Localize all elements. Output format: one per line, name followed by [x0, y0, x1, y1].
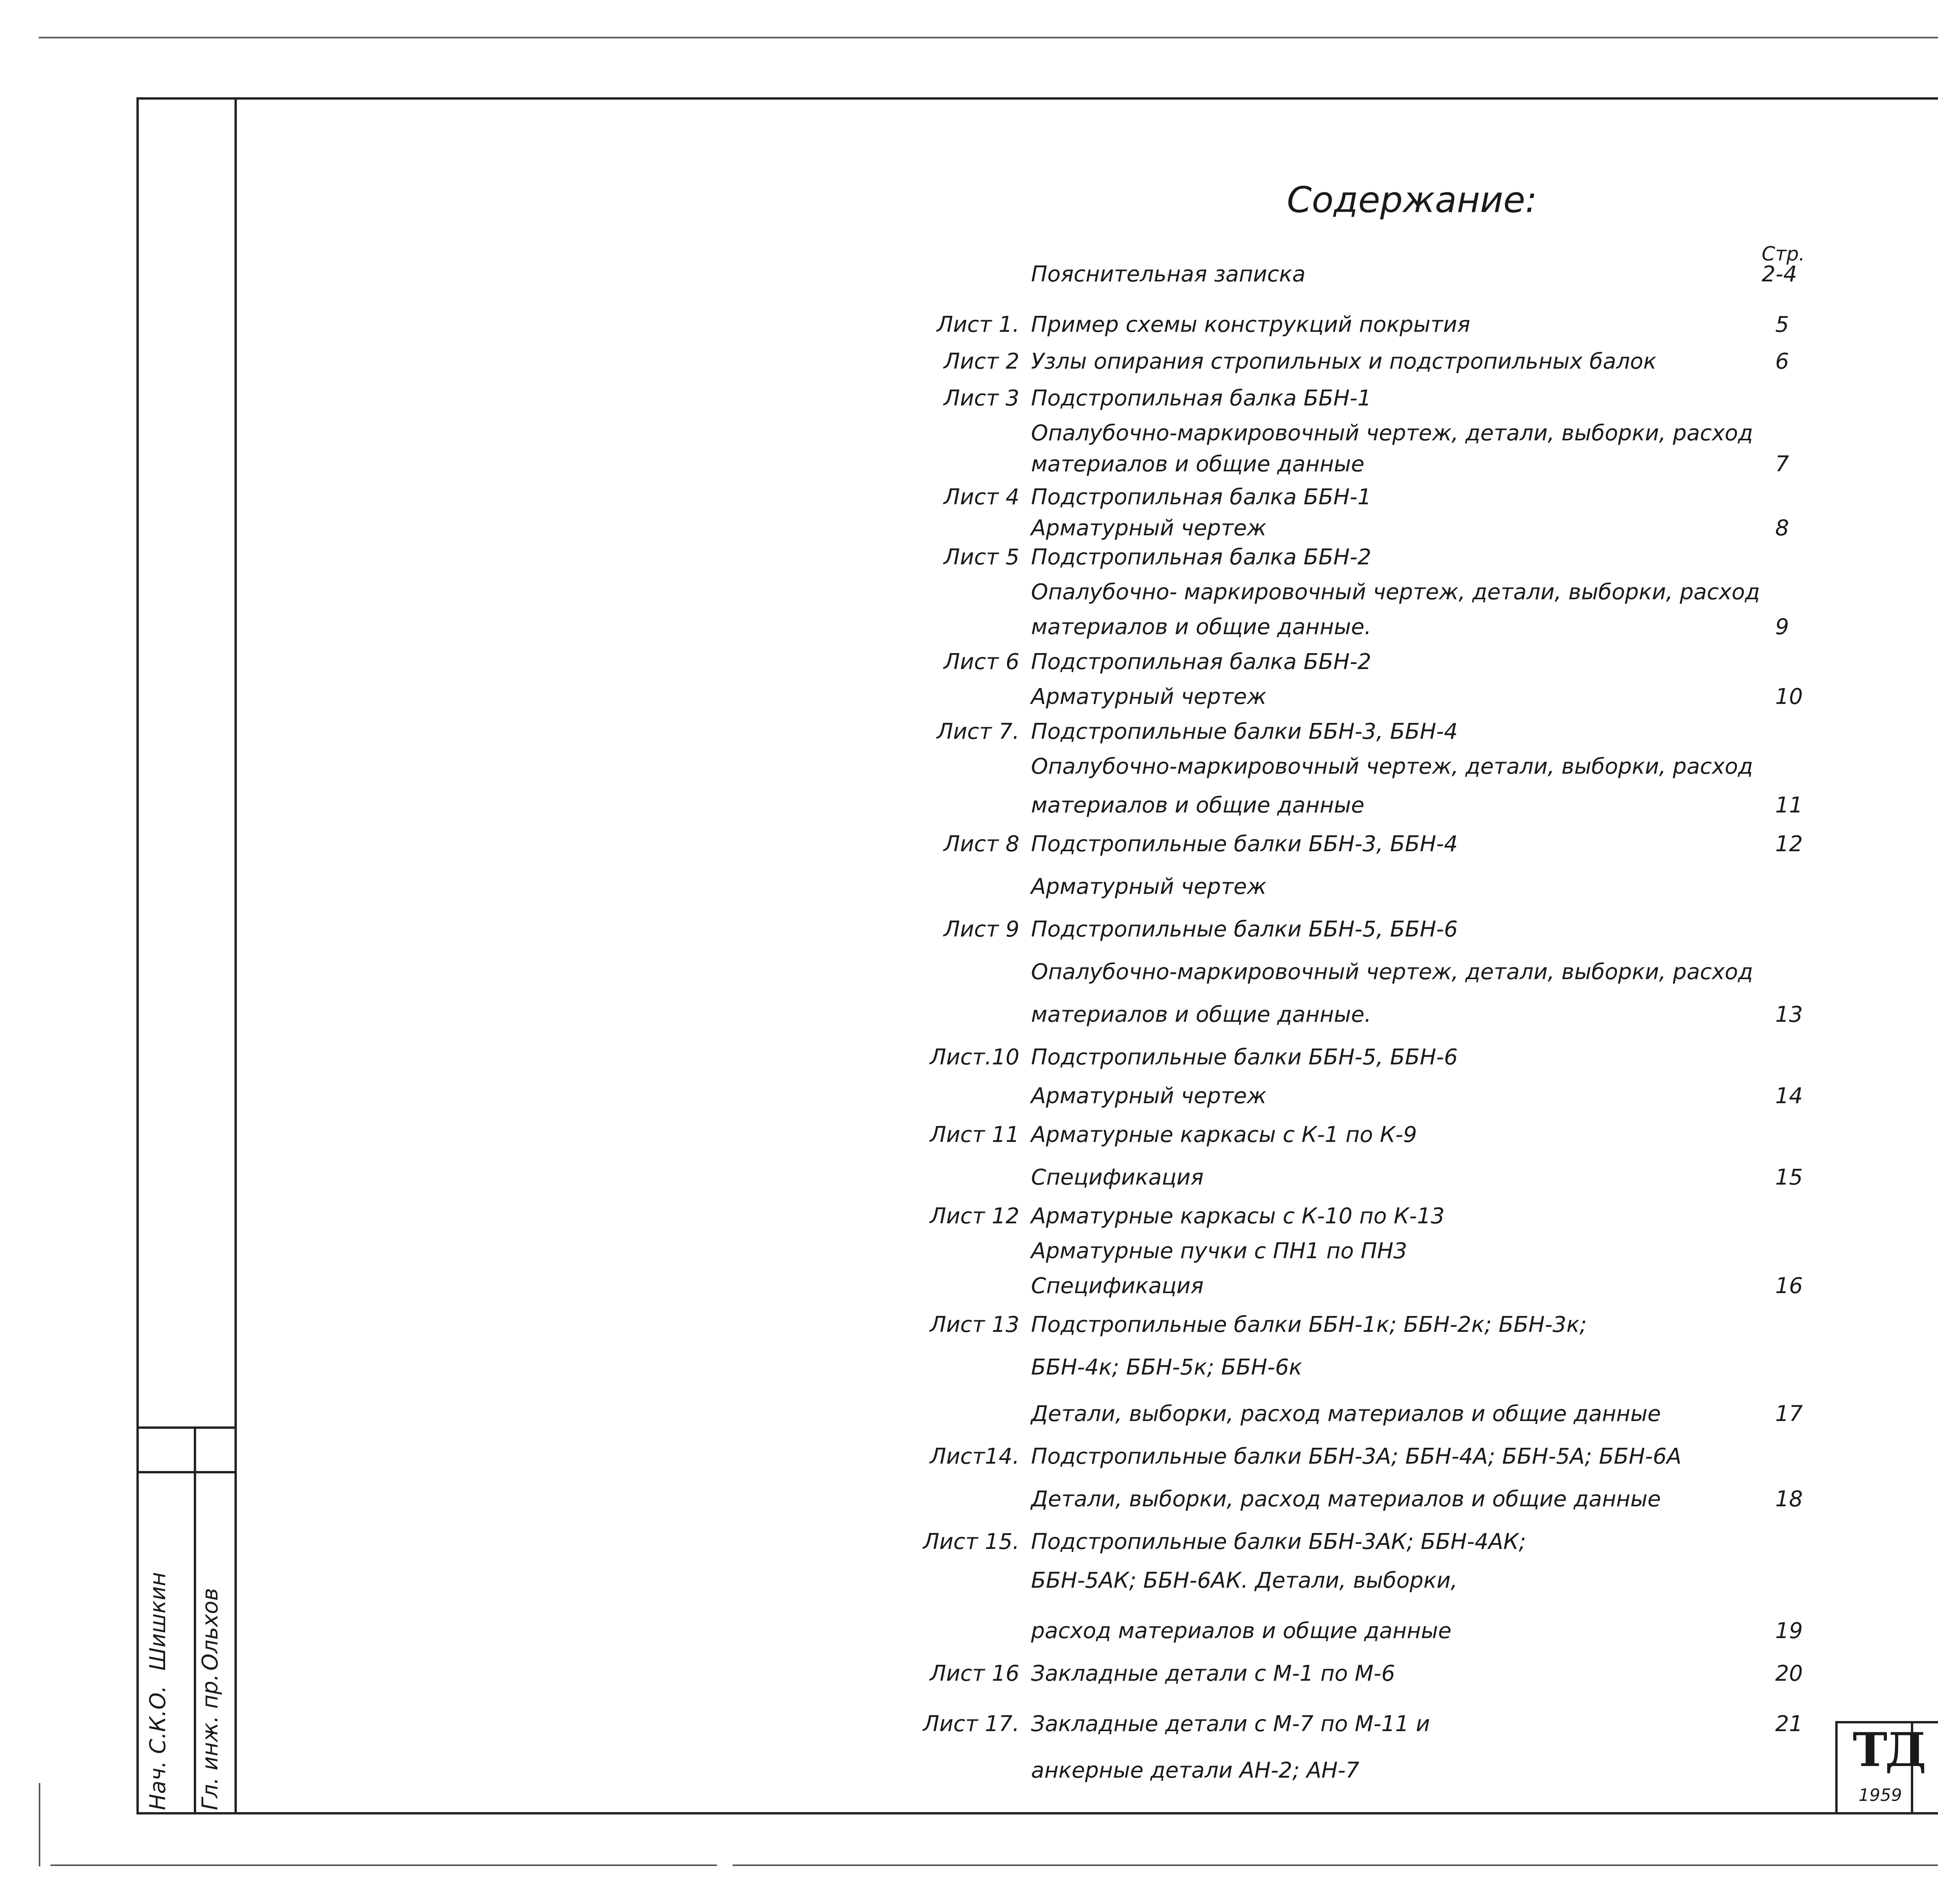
contents-sheet-number: Лист 13: [930, 1312, 1019, 1337]
contents-entry-title: Детали, выборки, расход материалов и общие данные: [1031, 1401, 1661, 1426]
contents-entry-title: Закладные детали с М-1 по М-6: [1031, 1661, 1395, 1686]
contents-entry-title: Подстропильная балка ББН-2: [1031, 649, 1371, 674]
contents-page-number: 14: [1775, 1083, 1803, 1109]
contents-entry-title: материалов и общие данные.: [1031, 1002, 1371, 1027]
signature-role-2: Гл. инж. пр.: [198, 1674, 223, 1810]
contents-sheet-number: Лист 5: [943, 545, 1019, 570]
contents-entry-title: Подстропильная балка ББН-1: [1031, 386, 1371, 411]
binding-strip-border: [234, 97, 237, 1814]
contents-entry-title: Подстропильная балка ББН-2: [1031, 545, 1371, 570]
signature-name-2: Ольхов: [198, 1588, 223, 1671]
paper-edge: [50, 1864, 717, 1866]
paper-edge: [39, 37, 1938, 38]
contents-page-number: 17: [1775, 1401, 1803, 1426]
contents-entry-title: Закладные детали с М-7 по М-11 и: [1031, 1711, 1430, 1737]
signature-role-1: Нач. С.К.О.: [145, 1685, 171, 1810]
contents-entry-title: ББН-4к; ББН-5к; ББН-6к: [1031, 1355, 1302, 1380]
publication-year: 1959: [1859, 1785, 1902, 1805]
contents-entry-title: Арматурный чертеж: [1031, 684, 1267, 709]
contents-page-number: 16: [1775, 1273, 1803, 1299]
contents-entry-title: материалов и общие данные.: [1031, 614, 1371, 640]
signature-name-1: Шишкин: [145, 1572, 171, 1671]
contents-page-number: 9: [1775, 614, 1789, 640]
contents-sheet-number: Лист 17.: [923, 1711, 1019, 1737]
contents-page-number: 11: [1775, 793, 1803, 818]
page-title: Содержание:: [1287, 179, 1537, 221]
paper-edge: [733, 1864, 1938, 1866]
contents-entry-title: Узлы опирания стропильных и подстропильных балок: [1031, 349, 1657, 374]
contents-entry-title: материалов и общие данные: [1031, 793, 1365, 818]
contents-entry-title: Арматурные пучки с ПН1 по ПН3: [1031, 1238, 1407, 1264]
contents-entry-title: Пример схемы конструкций покрытия: [1031, 312, 1471, 337]
page-column-header: Стр.: [1762, 243, 1805, 265]
contents-entry-title: Опалубочно-маркировочный чертеж, детали, выборки, расход: [1031, 754, 1753, 779]
contents-entry-title: Подстропильные балки ББН-1к; ББН-2к; ББН-3к;: [1031, 1312, 1587, 1337]
contents-entry-title: Подстропильные балки ББН-5, ББН-6: [1031, 1045, 1458, 1070]
contents-entry-title: Подстропильные балки ББН-3А; ББН-4А; ББН-5А; ББН-6А: [1031, 1444, 1682, 1469]
contents-sheet-number: Лист.10: [930, 1045, 1019, 1070]
paper-edge: [39, 1783, 40, 1866]
contents-page-number: 5: [1775, 312, 1789, 337]
contents-entry-title: Арматурный чертеж: [1031, 1083, 1267, 1109]
contents-page-number: 21: [1775, 1711, 1803, 1737]
contents-sheet-number: Лист 7.: [936, 719, 1019, 744]
contents-entry-title: Арматурный чертеж: [1031, 874, 1267, 899]
contents-sheet-number: Лист 6: [943, 649, 1019, 674]
contents-page-number: 18: [1775, 1487, 1803, 1512]
contents-entry-title: Подстропильные балки ББН-5, ББН-6: [1031, 917, 1458, 942]
contents-sheet-number: Лист 8: [943, 831, 1019, 857]
contents-entry-title: Арматурные каркасы с К-1 по К-9: [1031, 1122, 1417, 1147]
contents-entry-title: Спецификация: [1031, 1273, 1204, 1299]
contents-page-number: 19: [1775, 1618, 1803, 1644]
contents-page-number: 6: [1775, 349, 1789, 374]
contents-sheet-number: Лист 15.: [923, 1529, 1019, 1554]
contents-entry-title: материалов и общие данные: [1031, 452, 1365, 477]
contents-sheet-number: Лист 12: [930, 1204, 1019, 1229]
contents-entry-title: Арматурный чертеж: [1031, 516, 1267, 541]
contents-entry-title: расход материалов и общие данные: [1031, 1618, 1452, 1644]
signature-column-divider: [194, 1426, 196, 1814]
contents-entry-title: Опалубочно-маркировочный чертеж, детали, выборки, расход: [1031, 959, 1753, 985]
contents-entry-title: анкерные детали АН-2; АН-7: [1031, 1758, 1360, 1783]
contents-entry-title: Пояснительная записка: [1031, 262, 1306, 287]
contents-entry-title: Подстропильные балки ББН-3, ББН-4: [1031, 719, 1458, 744]
signature-row-divider: [136, 1471, 235, 1473]
contents-sheet-number: Лист 1.: [936, 312, 1019, 337]
signature-row-divider: [136, 1426, 235, 1429]
contents-sheet-number: Лист 9: [943, 917, 1019, 942]
contents-entry-title: Подстропильные балки ББН-3АК; ББН-4АК;: [1031, 1529, 1526, 1554]
contents-entry-title: Опалубочно- маркировочный чертеж, детали, выборки, расход: [1031, 579, 1760, 605]
contents-sheet-number: Лист 3: [943, 386, 1019, 411]
contents-page-number: 15: [1775, 1165, 1803, 1190]
contents-entry-title: Подстропильная балка ББН-1: [1031, 485, 1371, 510]
contents-sheet-number: Лист 11: [930, 1122, 1019, 1147]
contents-entry-title: Арматурные каркасы с К-10 по К-13: [1031, 1204, 1445, 1229]
contents-entry-title: Подстропильные балки ББН-3, ББН-4: [1031, 831, 1458, 857]
contents-sheet-number: Лист14.: [930, 1444, 1019, 1469]
contents-entry-title: Опалубочно-маркировочный чертеж, детали, выборки, расход: [1031, 421, 1753, 446]
contents-page-number: 12: [1775, 831, 1803, 857]
contents-entry-title: Детали, выборки, расход материалов и общие данные: [1031, 1487, 1661, 1512]
publisher-logo: ТД: [1853, 1723, 1924, 1777]
contents-entry-title: Спецификация: [1031, 1165, 1204, 1190]
contents-page-number: 8: [1775, 516, 1789, 541]
contents-page-number: 20: [1775, 1661, 1803, 1686]
contents-sheet-number: Лист 16: [930, 1661, 1019, 1686]
contents-sheet-number: Лист 2: [943, 349, 1019, 374]
contents-page-number: 2-4: [1762, 262, 1797, 287]
contents-page-number: 7: [1775, 452, 1789, 477]
contents-sheet-number: Лист 4: [943, 485, 1019, 510]
contents-entry-title: ББН-5АК; ББН-6АК. Детали, выборки,: [1031, 1568, 1458, 1593]
contents-page-number: 13: [1775, 1002, 1803, 1027]
contents-page-number: 10: [1775, 684, 1803, 709]
